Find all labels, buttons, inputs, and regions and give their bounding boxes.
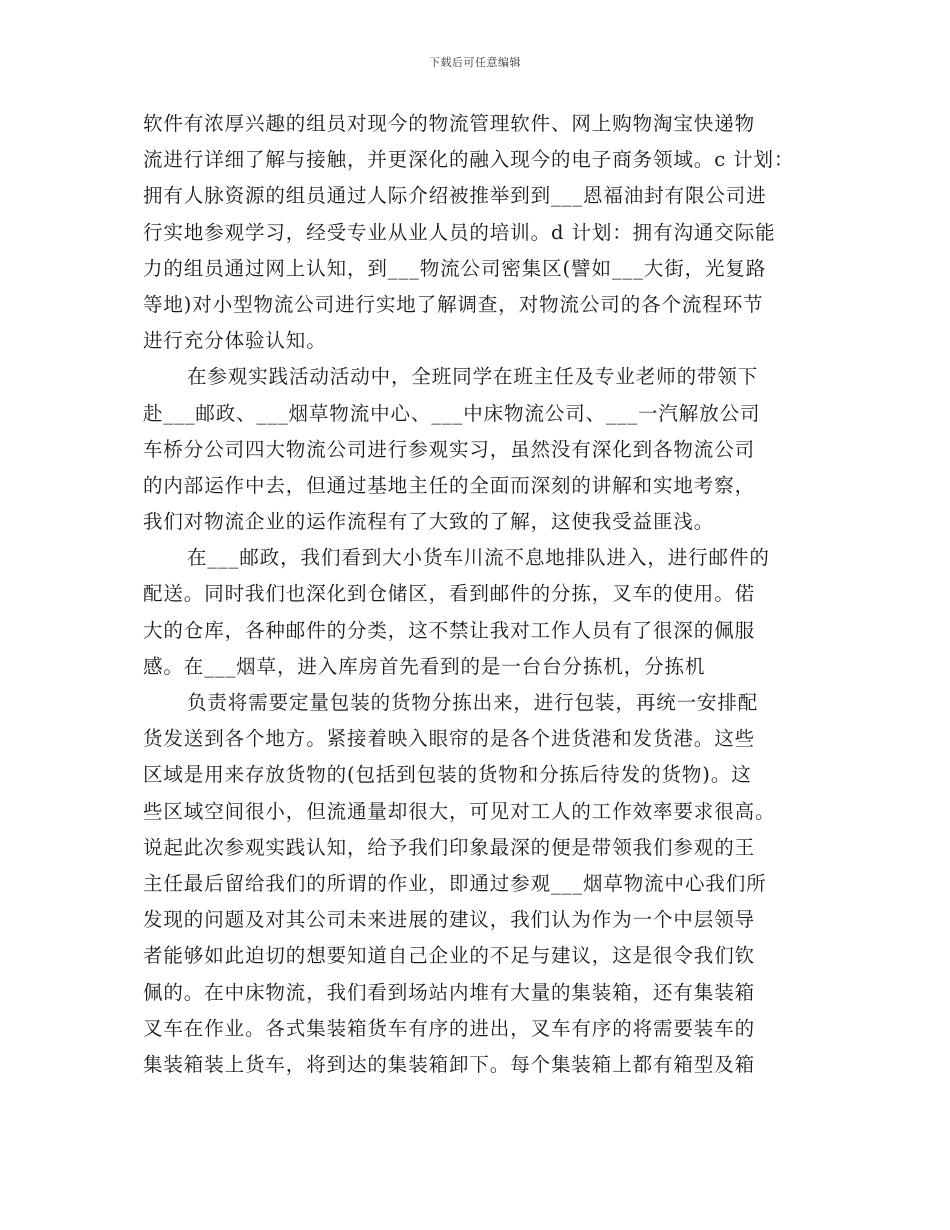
text-line: 的内部运作中去，但通过基地主任的全面而深刻的讲解和实地考察， <box>143 473 756 497</box>
text-line: 者能够如此迫切的想要知道自己企业的不足与建议，这是很令我们钦 <box>143 944 756 968</box>
paragraph-start-line: 负责将需要定量包装的货物分拣出来，进行包装，再统一安排配 <box>187 691 759 714</box>
text-line: 拥有人脉资源的组员通过人际介绍被推举到到___恩福油封有限公司进 <box>143 184 767 208</box>
text-line: 大的仓库，各种邮件的分类，这不禁让我对工作人员有了很深的佩服 <box>143 618 756 642</box>
document-body <box>143 106 807 1083</box>
text-line: 等地)对小型物流公司进行实地了解调查，对物流公司的各个流程环节 <box>143 292 764 316</box>
text-line: 力的组员通过网上认知，到___物流公司密集区(譬如___大街，光复路 <box>143 256 767 280</box>
text-line: 货发送到各个地方。紧接着映入眼帘的是各个进货港和发货港。这些 <box>143 727 756 751</box>
text-line: 些区域空间很小，但流通量却很大，可见对工人的工作效率要求很高。 <box>143 799 776 823</box>
paragraph-start-line: 在参观实践活动活动中，全班同学在班主任及专业老师的带领下 <box>187 365 759 389</box>
text-line: 进行充分体验认知。 <box>143 329 327 353</box>
text-line: 区域是用来存放货物的(包括到包装的货物和分拣后待发的货物)。这 <box>143 763 752 787</box>
page-header: 下载后可任意编辑 <box>429 56 521 69</box>
text-line: 我们对物流企业的运作流程有了大致的了解，这使我受益匪浅。 <box>143 510 715 534</box>
text-line: 配送。同时我们也深化到仓储区，看到邮件的分拣，叉车的使用。偌 <box>143 582 756 606</box>
text-line: 流进行详细了解与接触，并更深化的融入现今的电子商务领域。c 计划： <box>143 148 795 172</box>
text-line: 发现的问题及对其公司未来进展的建议，我们认为作为一个中层领导 <box>143 908 756 932</box>
text-line: 集装箱装上货车，将到达的集装箱卸下。每个集装箱上都有箱型及箱 <box>143 1052 756 1076</box>
text-line: 行实地参观学习，经受专业从业人员的培训。d 计划：拥有沟通交际能 <box>143 220 776 244</box>
text-line: 车桥分公司四大物流公司进行参观实习，虽然没有深化到各物流公司 <box>143 437 756 461</box>
text-line: 说起此次参观实践认知，给予我们印象最深的便是带领我们参观的王 <box>143 835 756 859</box>
text-line: 主任最后留给我们的所谓的作业，即通过参观___烟草物流中心我们所 <box>143 871 767 895</box>
text-line: 软件有浓厚兴趣的组员对现今的物流管理软件、网上购物淘宝快递物 <box>143 112 756 135</box>
text-line: 佩的。在中床物流，我们看到场站内堆有大量的集装箱，还有集装箱 <box>143 980 756 1004</box>
text-line: 叉车在作业。各式集装箱货车有序的进出，叉车有序的将需要装车的 <box>143 1016 756 1040</box>
paragraph-start-line: 在___邮政，我们看到大小货车川流不息地排队进入，进行邮件的 <box>187 546 770 570</box>
text-line: 感。在___烟草，进入库房首先看到的是一台台分拣机，分拣机 <box>143 654 706 678</box>
text-line: 赴___邮政、___烟草物流中心、___中床物流公司、___一汽解放公司 <box>143 401 761 425</box>
